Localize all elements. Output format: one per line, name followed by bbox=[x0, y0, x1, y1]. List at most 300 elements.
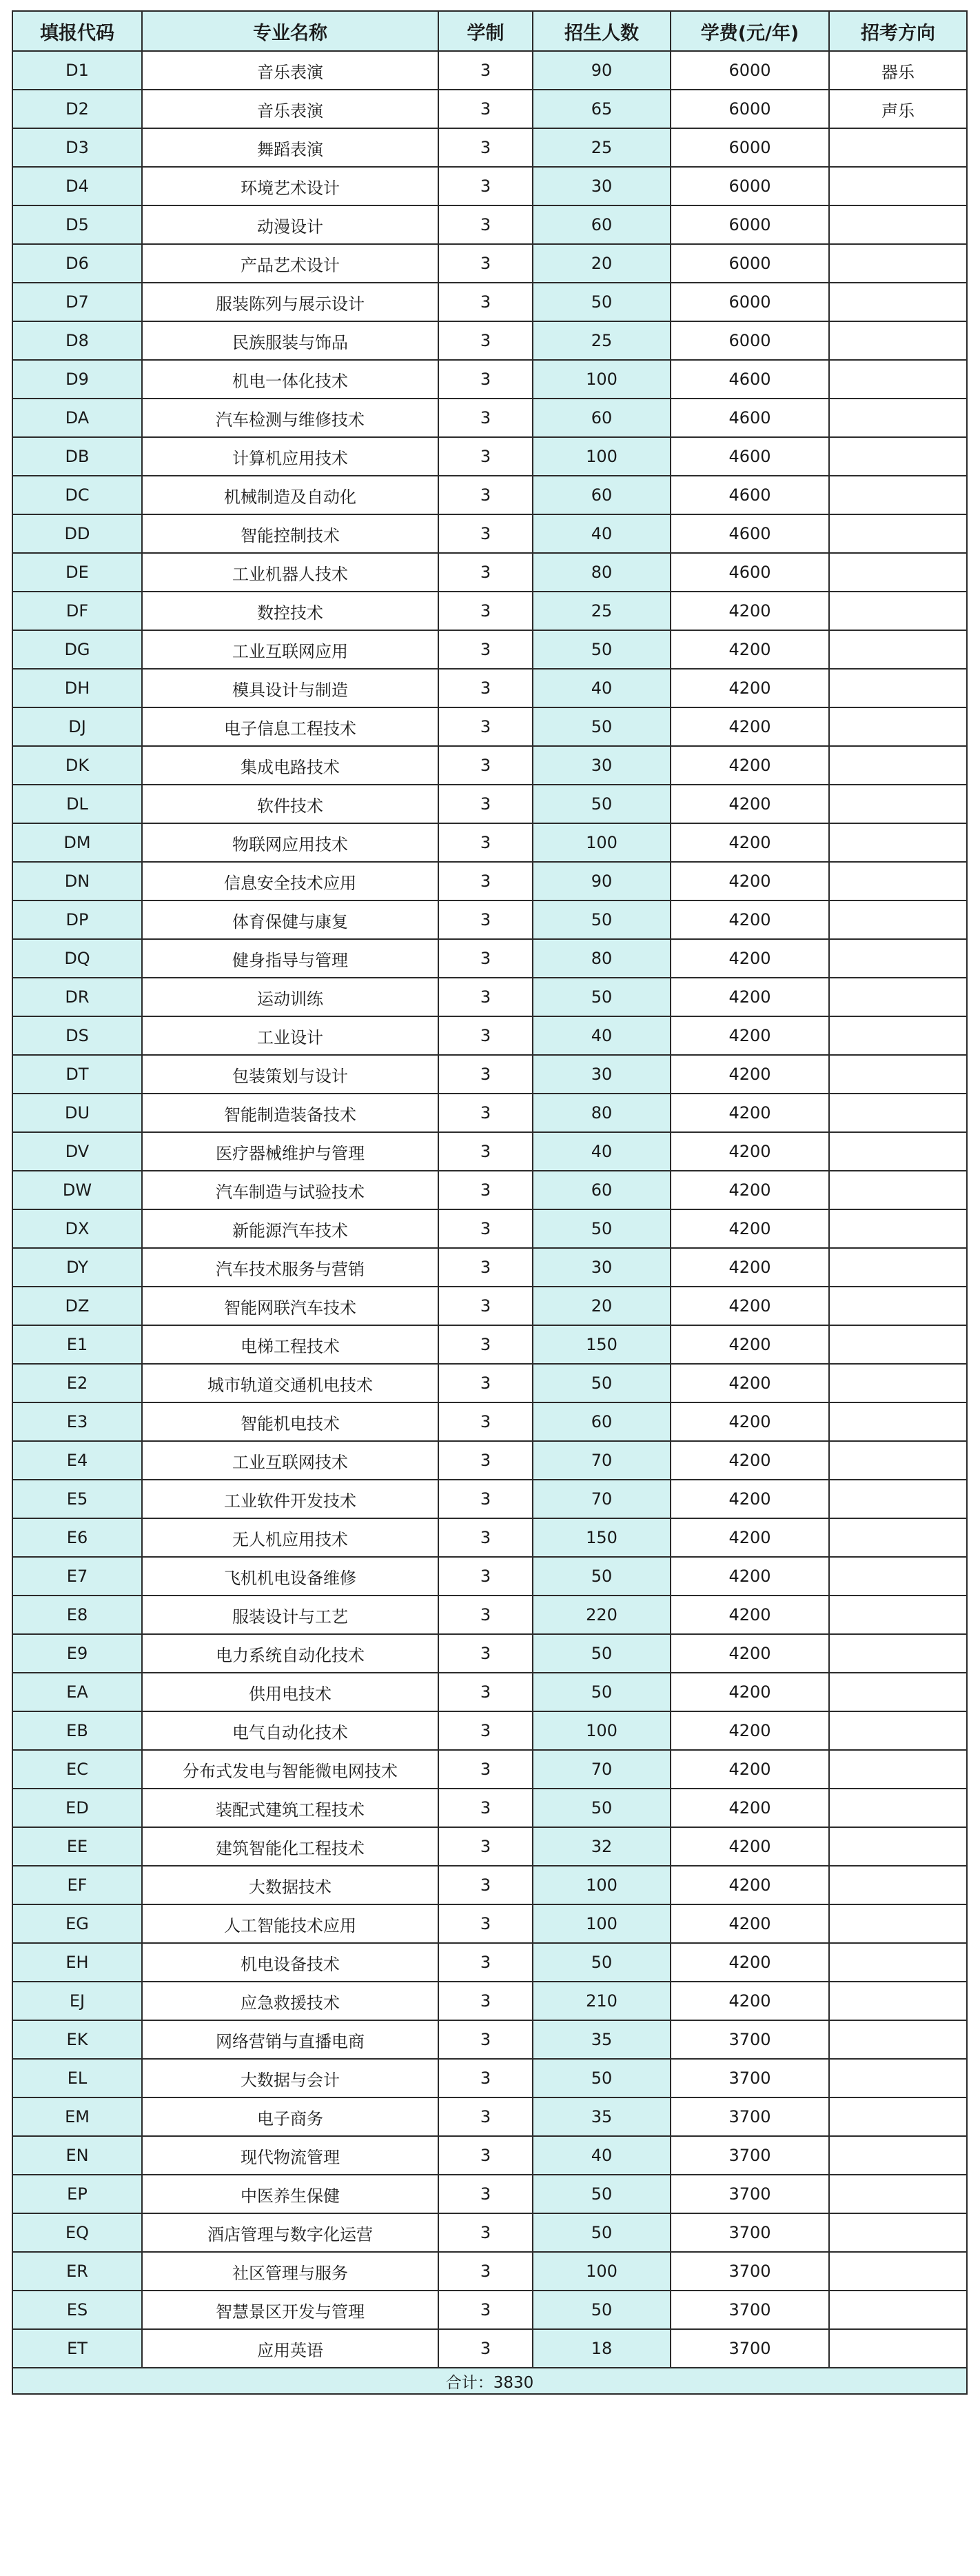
major-cell: 智能控制技术 bbox=[142, 514, 438, 553]
duration-cell: 3 bbox=[438, 630, 533, 669]
direction-cell bbox=[829, 1634, 967, 1673]
direction-cell bbox=[829, 1016, 967, 1055]
code-cell: D1 bbox=[12, 51, 142, 90]
major-cell: 汽车技术服务与营销 bbox=[142, 1248, 438, 1287]
direction-cell bbox=[829, 1209, 967, 1248]
major-cell: 智慧景区开发与管理 bbox=[142, 2291, 438, 2329]
code-cell: D5 bbox=[12, 205, 142, 244]
tuition-cell: 6000 bbox=[671, 283, 829, 321]
code-cell: D7 bbox=[12, 283, 142, 321]
table-row bbox=[12, 785, 967, 823]
code-cell: E7 bbox=[12, 1557, 142, 1596]
major-cell: 服装设计与工艺 bbox=[142, 1596, 438, 1634]
tuition-cell: 4200 bbox=[671, 1673, 829, 1711]
direction-cell bbox=[829, 167, 967, 205]
quota-cell: 35 bbox=[533, 2097, 671, 2136]
direction-cell bbox=[829, 669, 967, 707]
tuition-cell: 4200 bbox=[671, 1789, 829, 1827]
direction-cell bbox=[829, 785, 967, 823]
table-row bbox=[12, 1209, 967, 1248]
duration-cell: 3 bbox=[438, 2213, 533, 2252]
major-cell: 工业设计 bbox=[142, 1016, 438, 1055]
duration-cell: 3 bbox=[438, 1055, 533, 1094]
major-cell: 民族服装与饰品 bbox=[142, 321, 438, 360]
total-row bbox=[12, 2368, 967, 2394]
table-row bbox=[12, 1673, 967, 1711]
code-cell: ES bbox=[12, 2291, 142, 2329]
direction-cell bbox=[829, 1673, 967, 1711]
quota-cell: 60 bbox=[533, 1402, 671, 1441]
duration-cell: 3 bbox=[438, 1982, 533, 2020]
code-cell: DX bbox=[12, 1209, 142, 1248]
quota-cell: 70 bbox=[533, 1480, 671, 1518]
code-cell: E4 bbox=[12, 1441, 142, 1480]
tuition-cell: 4200 bbox=[671, 1943, 829, 1982]
quota-cell: 70 bbox=[533, 1750, 671, 1789]
major-cell: 动漫设计 bbox=[142, 205, 438, 244]
code-cell: ER bbox=[12, 2252, 142, 2291]
tuition-cell: 6000 bbox=[671, 128, 829, 167]
tuition-cell: 4200 bbox=[671, 1094, 829, 1132]
quota-cell: 100 bbox=[533, 2252, 671, 2291]
direction-cell bbox=[829, 1287, 967, 1325]
tuition-cell: 3700 bbox=[671, 2097, 829, 2136]
table-row bbox=[12, 630, 967, 669]
major-cell: 运动训练 bbox=[142, 978, 438, 1016]
major-cell: 分布式发电与智能微电网技术 bbox=[142, 1750, 438, 1789]
table-row bbox=[12, 2252, 967, 2291]
header-direction: 招考方向 bbox=[829, 11, 967, 51]
quota-cell: 50 bbox=[533, 2059, 671, 2097]
direction-cell bbox=[829, 476, 967, 514]
direction-cell bbox=[829, 1557, 967, 1596]
direction-cell bbox=[829, 1596, 967, 1634]
tuition-cell: 3700 bbox=[671, 2175, 829, 2213]
quota-cell: 20 bbox=[533, 244, 671, 283]
duration-cell: 3 bbox=[438, 2291, 533, 2329]
duration-cell: 3 bbox=[438, 437, 533, 476]
duration-cell: 3 bbox=[438, 283, 533, 321]
duration-cell: 3 bbox=[438, 1441, 533, 1480]
quota-cell: 50 bbox=[533, 1789, 671, 1827]
code-cell: EL bbox=[12, 2059, 142, 2097]
duration-cell: 3 bbox=[438, 167, 533, 205]
code-cell: DF bbox=[12, 592, 142, 630]
header-row bbox=[12, 11, 967, 51]
table-row bbox=[12, 1248, 967, 1287]
table-row bbox=[12, 437, 967, 476]
tuition-cell: 4200 bbox=[671, 630, 829, 669]
duration-cell: 3 bbox=[438, 900, 533, 939]
code-cell: DU bbox=[12, 1094, 142, 1132]
table-row bbox=[12, 1055, 967, 1094]
tuition-cell: 3700 bbox=[671, 2213, 829, 2252]
duration-cell: 3 bbox=[438, 1673, 533, 1711]
code-cell: D8 bbox=[12, 321, 142, 360]
table-row bbox=[12, 2175, 967, 2213]
quota-cell: 50 bbox=[533, 1673, 671, 1711]
duration-cell: 3 bbox=[438, 1402, 533, 1441]
quota-cell: 60 bbox=[533, 399, 671, 437]
code-cell: DR bbox=[12, 978, 142, 1016]
duration-cell: 3 bbox=[438, 2252, 533, 2291]
major-cell: 机电设备技术 bbox=[142, 1943, 438, 1982]
major-cell: 社区管理与服务 bbox=[142, 2252, 438, 2291]
direction-cell bbox=[829, 2291, 967, 2329]
tuition-cell: 4200 bbox=[671, 1866, 829, 1904]
direction-cell bbox=[829, 1827, 967, 1866]
duration-cell: 3 bbox=[438, 244, 533, 283]
code-cell: DA bbox=[12, 399, 142, 437]
direction-cell bbox=[829, 399, 967, 437]
tuition-cell: 4200 bbox=[671, 1209, 829, 1248]
code-cell: ET bbox=[12, 2329, 142, 2368]
major-cell: 新能源汽车技术 bbox=[142, 1209, 438, 1248]
code-cell: EM bbox=[12, 2097, 142, 2136]
major-cell: 产品艺术设计 bbox=[142, 244, 438, 283]
table-body bbox=[12, 51, 967, 2368]
table-row bbox=[12, 205, 967, 244]
table-row bbox=[12, 514, 967, 553]
major-cell: 体育保健与康复 bbox=[142, 900, 438, 939]
direction-cell bbox=[829, 2097, 967, 2136]
quota-cell: 80 bbox=[533, 1094, 671, 1132]
table-row bbox=[12, 707, 967, 746]
table-row bbox=[12, 128, 967, 167]
duration-cell: 3 bbox=[438, 1866, 533, 1904]
duration-cell: 3 bbox=[438, 476, 533, 514]
major-cell: 无人机应用技术 bbox=[142, 1518, 438, 1557]
quota-cell: 100 bbox=[533, 1904, 671, 1943]
code-cell: DH bbox=[12, 669, 142, 707]
major-cell: 电子信息工程技术 bbox=[142, 707, 438, 746]
quota-cell: 50 bbox=[533, 283, 671, 321]
direction-cell bbox=[829, 1904, 967, 1943]
duration-cell: 3 bbox=[438, 785, 533, 823]
duration-cell: 3 bbox=[438, 2097, 533, 2136]
direction-cell bbox=[829, 978, 967, 1016]
duration-cell: 3 bbox=[438, 2136, 533, 2175]
code-cell: DY bbox=[12, 1248, 142, 1287]
major-cell: 网络营销与直播电商 bbox=[142, 2020, 438, 2059]
major-cell: 集成电路技术 bbox=[142, 746, 438, 785]
quota-cell: 80 bbox=[533, 939, 671, 978]
table-row bbox=[12, 1016, 967, 1055]
duration-cell: 3 bbox=[438, 1750, 533, 1789]
header-tuition: 学费(元/年) bbox=[671, 11, 829, 51]
quota-cell: 150 bbox=[533, 1325, 671, 1364]
table-row bbox=[12, 244, 967, 283]
quota-cell: 150 bbox=[533, 1518, 671, 1557]
major-cell: 汽车制造与试验技术 bbox=[142, 1171, 438, 1209]
quota-cell: 40 bbox=[533, 514, 671, 553]
quota-cell: 30 bbox=[533, 1248, 671, 1287]
table-row bbox=[12, 2291, 967, 2329]
table-row bbox=[12, 360, 967, 399]
table-row bbox=[12, 1402, 967, 1441]
direction-cell bbox=[829, 514, 967, 553]
major-cell: 大数据技术 bbox=[142, 1866, 438, 1904]
major-cell: 工业互联网应用 bbox=[142, 630, 438, 669]
table-row bbox=[12, 1596, 967, 1634]
quota-cell: 50 bbox=[533, 1943, 671, 1982]
major-cell: 物联网应用技术 bbox=[142, 823, 438, 862]
direction-cell bbox=[829, 360, 967, 399]
duration-cell: 3 bbox=[438, 1711, 533, 1750]
direction-cell bbox=[829, 1789, 967, 1827]
tuition-cell: 6000 bbox=[671, 167, 829, 205]
code-cell: E9 bbox=[12, 1634, 142, 1673]
quota-cell: 65 bbox=[533, 90, 671, 128]
duration-cell: 3 bbox=[438, 1596, 533, 1634]
quota-cell: 30 bbox=[533, 167, 671, 205]
code-cell: E2 bbox=[12, 1364, 142, 1402]
duration-cell: 3 bbox=[438, 360, 533, 399]
duration-cell: 3 bbox=[438, 1287, 533, 1325]
tuition-cell: 4200 bbox=[671, 939, 829, 978]
quota-cell: 100 bbox=[533, 437, 671, 476]
duration-cell: 3 bbox=[438, 2175, 533, 2213]
quota-cell: 18 bbox=[533, 2329, 671, 2368]
tuition-cell: 3700 bbox=[671, 2136, 829, 2175]
table-row bbox=[12, 1132, 967, 1171]
tuition-cell: 4200 bbox=[671, 669, 829, 707]
direction-cell bbox=[829, 2329, 967, 2368]
code-cell: EQ bbox=[12, 2213, 142, 2252]
quota-cell: 210 bbox=[533, 1982, 671, 2020]
table-row bbox=[12, 2020, 967, 2059]
tuition-cell: 4200 bbox=[671, 707, 829, 746]
tuition-cell: 6000 bbox=[671, 90, 829, 128]
tuition-cell: 4200 bbox=[671, 1248, 829, 1287]
duration-cell: 3 bbox=[438, 746, 533, 785]
direction-cell bbox=[829, 862, 967, 900]
major-cell: 模具设计与制造 bbox=[142, 669, 438, 707]
major-cell: 服装陈列与展示设计 bbox=[142, 283, 438, 321]
quota-cell: 50 bbox=[533, 2213, 671, 2252]
direction-cell bbox=[829, 128, 967, 167]
duration-cell: 3 bbox=[438, 553, 533, 592]
table-row bbox=[12, 1325, 967, 1364]
duration-cell: 3 bbox=[438, 1132, 533, 1171]
code-cell: EC bbox=[12, 1750, 142, 1789]
quota-cell: 60 bbox=[533, 476, 671, 514]
tuition-cell: 4200 bbox=[671, 1016, 829, 1055]
tuition-cell: 3700 bbox=[671, 2329, 829, 2368]
duration-cell: 3 bbox=[438, 2059, 533, 2097]
tuition-cell: 4200 bbox=[671, 1634, 829, 1673]
code-cell: EG bbox=[12, 1904, 142, 1943]
duration-cell: 3 bbox=[438, 205, 533, 244]
table-row bbox=[12, 1094, 967, 1132]
direction-cell bbox=[829, 1518, 967, 1557]
duration-cell: 3 bbox=[438, 1016, 533, 1055]
direction-cell bbox=[829, 592, 967, 630]
direction-cell bbox=[829, 630, 967, 669]
quota-cell: 50 bbox=[533, 978, 671, 1016]
major-cell: 装配式建筑工程技术 bbox=[142, 1789, 438, 1827]
code-cell: DQ bbox=[12, 939, 142, 978]
direction-cell bbox=[829, 939, 967, 978]
table-row bbox=[12, 1634, 967, 1673]
duration-cell: 3 bbox=[438, 823, 533, 862]
tuition-cell: 4200 bbox=[671, 978, 829, 1016]
tuition-cell: 3700 bbox=[671, 2020, 829, 2059]
major-cell: 智能网联汽车技术 bbox=[142, 1287, 438, 1325]
direction-cell bbox=[829, 1248, 967, 1287]
quota-cell: 90 bbox=[533, 862, 671, 900]
quota-cell: 25 bbox=[533, 128, 671, 167]
table-row bbox=[12, 978, 967, 1016]
tuition-cell: 3700 bbox=[671, 2059, 829, 2097]
tuition-cell: 6000 bbox=[671, 205, 829, 244]
code-cell: D4 bbox=[12, 167, 142, 205]
table-row bbox=[12, 746, 967, 785]
header-duration: 学制 bbox=[438, 11, 533, 51]
duration-cell: 3 bbox=[438, 514, 533, 553]
direction-cell bbox=[829, 244, 967, 283]
code-cell: D2 bbox=[12, 90, 142, 128]
tuition-cell: 4600 bbox=[671, 476, 829, 514]
major-cell: 工业软件开发技术 bbox=[142, 1480, 438, 1518]
duration-cell: 3 bbox=[438, 1364, 533, 1402]
tuition-cell: 6000 bbox=[671, 321, 829, 360]
quota-cell: 90 bbox=[533, 51, 671, 90]
tuition-cell: 4200 bbox=[671, 1287, 829, 1325]
code-cell: D6 bbox=[12, 244, 142, 283]
duration-cell: 3 bbox=[438, 1557, 533, 1596]
direction-cell bbox=[829, 1866, 967, 1904]
major-cell: 健身指导与管理 bbox=[142, 939, 438, 978]
duration-cell: 3 bbox=[438, 978, 533, 1016]
quota-cell: 60 bbox=[533, 205, 671, 244]
tuition-cell: 4200 bbox=[671, 1364, 829, 1402]
code-cell: DL bbox=[12, 785, 142, 823]
code-cell: D3 bbox=[12, 128, 142, 167]
major-cell: 工业互联网技术 bbox=[142, 1441, 438, 1480]
tuition-cell: 4200 bbox=[671, 1171, 829, 1209]
major-cell: 机电一体化技术 bbox=[142, 360, 438, 399]
direction-cell: 器乐 bbox=[829, 51, 967, 90]
duration-cell: 3 bbox=[438, 1943, 533, 1982]
tuition-cell: 4200 bbox=[671, 1711, 829, 1750]
major-cell: 中医养生保健 bbox=[142, 2175, 438, 2213]
duration-cell: 3 bbox=[438, 862, 533, 900]
quota-cell: 50 bbox=[533, 630, 671, 669]
tuition-cell: 4200 bbox=[671, 1480, 829, 1518]
duration-cell: 3 bbox=[438, 90, 533, 128]
table-row bbox=[12, 1287, 967, 1325]
major-cell: 计算机应用技术 bbox=[142, 437, 438, 476]
code-cell: EJ bbox=[12, 1982, 142, 2020]
tuition-cell: 3700 bbox=[671, 2291, 829, 2329]
tuition-cell: 4200 bbox=[671, 1402, 829, 1441]
major-cell: 智能制造装备技术 bbox=[142, 1094, 438, 1132]
quota-cell: 50 bbox=[533, 785, 671, 823]
direction-cell bbox=[829, 1325, 967, 1364]
major-cell: 应用英语 bbox=[142, 2329, 438, 2368]
quota-cell: 20 bbox=[533, 1287, 671, 1325]
duration-cell: 3 bbox=[438, 128, 533, 167]
table-row bbox=[12, 669, 967, 707]
direction-cell bbox=[829, 1402, 967, 1441]
table-row bbox=[12, 90, 967, 128]
duration-cell: 3 bbox=[438, 1789, 533, 1827]
direction-cell bbox=[829, 205, 967, 244]
direction-cell bbox=[829, 2252, 967, 2291]
tuition-cell: 4200 bbox=[671, 1055, 829, 1094]
tuition-cell: 4600 bbox=[671, 399, 829, 437]
tuition-cell: 4200 bbox=[671, 1325, 829, 1364]
major-cell: 软件技术 bbox=[142, 785, 438, 823]
quota-cell: 60 bbox=[533, 1171, 671, 1209]
table-row bbox=[12, 823, 967, 862]
duration-cell: 3 bbox=[438, 399, 533, 437]
major-cell: 数控技术 bbox=[142, 592, 438, 630]
major-cell: 供用电技术 bbox=[142, 1673, 438, 1711]
quota-cell: 40 bbox=[533, 1016, 671, 1055]
direction-cell bbox=[829, 1171, 967, 1209]
quota-cell: 50 bbox=[533, 1364, 671, 1402]
major-cell: 汽车检测与维修技术 bbox=[142, 399, 438, 437]
major-cell: 飞机机电设备维修 bbox=[142, 1557, 438, 1596]
tuition-cell: 4200 bbox=[671, 746, 829, 785]
duration-cell: 3 bbox=[438, 2020, 533, 2059]
duration-cell: 3 bbox=[438, 321, 533, 360]
major-cell: 智能机电技术 bbox=[142, 1402, 438, 1441]
tuition-cell: 4200 bbox=[671, 1982, 829, 2020]
code-cell: E1 bbox=[12, 1325, 142, 1364]
major-cell: 音乐表演 bbox=[142, 51, 438, 90]
major-cell: 电力系统自动化技术 bbox=[142, 1634, 438, 1673]
header-code: 填报代码 bbox=[12, 11, 142, 51]
tuition-cell: 4200 bbox=[671, 1441, 829, 1480]
code-cell: EE bbox=[12, 1827, 142, 1866]
table-row bbox=[12, 1711, 967, 1750]
direction-cell bbox=[829, 2136, 967, 2175]
quota-cell: 50 bbox=[533, 1209, 671, 1248]
tuition-cell: 4200 bbox=[671, 1750, 829, 1789]
table-row bbox=[12, 553, 967, 592]
code-cell: DZ bbox=[12, 1287, 142, 1325]
quota-cell: 100 bbox=[533, 1711, 671, 1750]
quota-cell: 25 bbox=[533, 321, 671, 360]
duration-cell: 3 bbox=[438, 1171, 533, 1209]
tuition-cell: 4200 bbox=[671, 823, 829, 862]
major-cell: 城市轨道交通机电技术 bbox=[142, 1364, 438, 1402]
major-cell: 大数据与会计 bbox=[142, 2059, 438, 2097]
code-cell: DB bbox=[12, 437, 142, 476]
tuition-cell: 4600 bbox=[671, 553, 829, 592]
major-cell: 电梯工程技术 bbox=[142, 1325, 438, 1364]
code-cell: DG bbox=[12, 630, 142, 669]
tuition-cell: 4200 bbox=[671, 862, 829, 900]
major-cell: 环境艺术设计 bbox=[142, 167, 438, 205]
table-row bbox=[12, 476, 967, 514]
duration-cell: 3 bbox=[438, 939, 533, 978]
duration-cell: 3 bbox=[438, 1827, 533, 1866]
duration-cell: 3 bbox=[438, 1634, 533, 1673]
duration-cell: 3 bbox=[438, 1094, 533, 1132]
tuition-cell: 4200 bbox=[671, 1827, 829, 1866]
code-cell: EK bbox=[12, 2020, 142, 2059]
quota-cell: 100 bbox=[533, 1866, 671, 1904]
tuition-cell: 4200 bbox=[671, 1132, 829, 1171]
table-row bbox=[12, 1441, 967, 1480]
duration-cell: 3 bbox=[438, 1325, 533, 1364]
quota-cell: 50 bbox=[533, 707, 671, 746]
table-row bbox=[12, 51, 967, 90]
